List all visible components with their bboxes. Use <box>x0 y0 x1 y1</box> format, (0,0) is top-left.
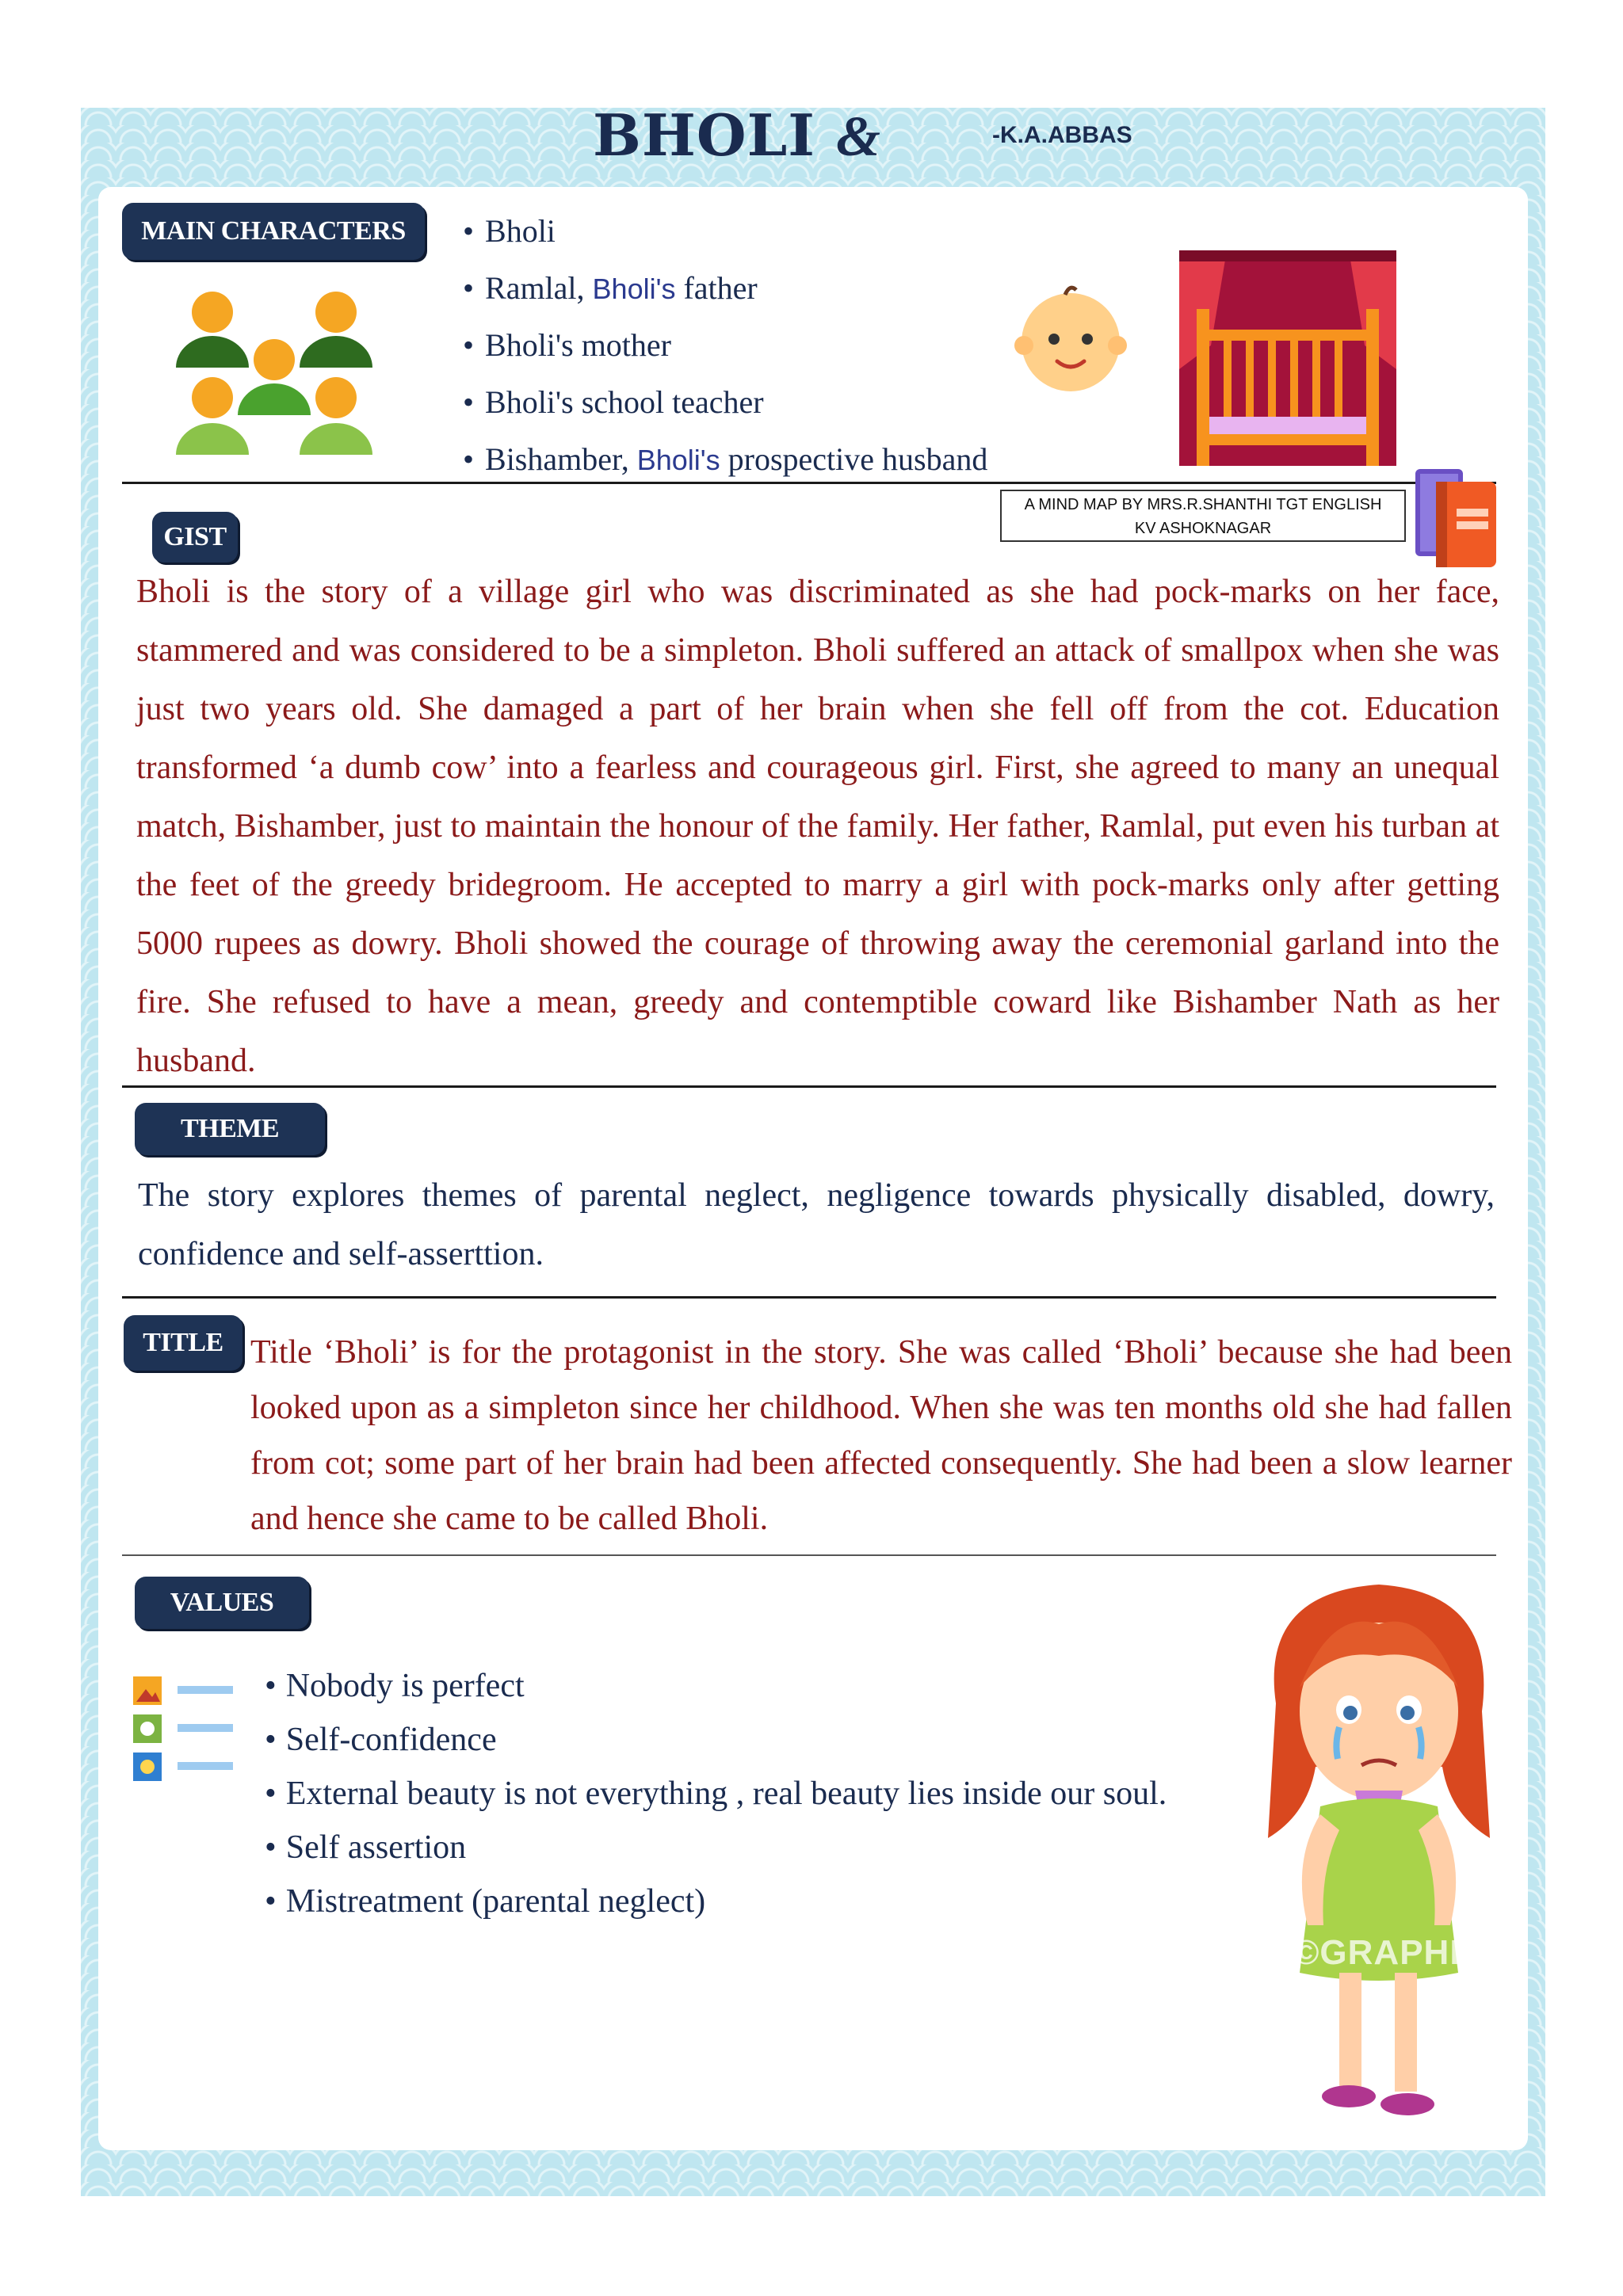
crib-icon <box>1179 250 1396 466</box>
list-item: • Self-confidence <box>265 1713 1167 1767</box>
list-item: • Ramlal, Bholi's father <box>463 260 987 317</box>
section-divider <box>122 1085 1496 1088</box>
crying-girl-illustration <box>1244 1577 1514 2123</box>
watermark: ©GRAPHI <box>1293 1933 1461 1972</box>
list-item: • External beauty is not everything , real beauty lies inside our soul. <box>265 1767 1167 1821</box>
values-list <box>265 1659 1167 1928</box>
gist-label: GIST <box>152 512 238 563</box>
title-label: TITLE <box>124 1315 242 1371</box>
page-title <box>63 101 1411 170</box>
books-icon <box>1412 464 1503 570</box>
theme-label: THEME <box>135 1103 325 1155</box>
baby-face-icon <box>1011 279 1130 398</box>
list-item: • Mistreatment (parental neglect) <box>265 1875 1167 1928</box>
credit-line: A MIND MAP BY MRS.R.SHANTHI TGT ENGLISH <box>1024 496 1382 513</box>
credit-line: KV ASHOKNAGAR <box>1134 520 1272 537</box>
people-group-icon <box>171 290 377 461</box>
list-item: • Bholi <box>463 203 987 260</box>
values-label: VALUES <box>135 1577 309 1629</box>
gist-paragraph: Bholi is the story of a village girl who was discriminated as she had pock-marks on her face, stammered and was considered to be a simpleton. Bholi suffered an attack of smallpox when she was just two years old. She damaged a part of her brain when she fell off from the cot. Education transformed ‘a dumb cow’ into a fearless and courageous girl. First, she agreed to many an unequal match, Bishamber, just to maintain the honour of the family. Her father, Ramlal, put even his turban at the feet of the greedy bridegroom. He accepted to marry a girl with pock-marks only after getting 5000 rupees as dowry. Bholi showed the courage of throwing away the ceremonial garland into the fire. She refused to have a mean, greedy and contemptible coward like Bishamber Nath as her husband. <box>136 574 1499 1079</box>
title-paragraph: Title ‘Bholi’ is for the protagonist in the story. She was called ‘Bholi’ because she had been looked upon as a simpleton since her childhood. When she was ten months old she had fallen from cot; some part of her brain had been affected consequently. She had been a slow learner and hence she came to be called Bholi. <box>250 1334 1512 1537</box>
author-name: -K.A.ABBAS <box>992 122 1132 148</box>
character-list <box>463 203 987 488</box>
theme-paragraph: The story explores themes of parental neglect, negligence towards physically disabled, dowry, confidence and self-asserttion. <box>138 1177 1495 1272</box>
title-text: BHOLI <box>593 101 815 169</box>
list-item: • Bholi's school teacher <box>463 374 987 431</box>
list-item: • Bholi's mother <box>463 317 987 374</box>
list-item: • Bishamber, Bholi's prospective husband <box>463 431 987 488</box>
section-divider <box>122 482 1496 484</box>
list-item: • Nobody is perfect <box>265 1659 1167 1713</box>
checklist-icon <box>133 1673 233 1784</box>
list-item: • Self assertion <box>265 1821 1167 1875</box>
section-divider <box>122 1554 1496 1556</box>
credit-box <box>1000 490 1406 542</box>
title-ampersand: & <box>835 105 881 168</box>
section-divider <box>122 1296 1496 1299</box>
main-characters-label: MAIN CHARACTERS <box>122 203 425 260</box>
